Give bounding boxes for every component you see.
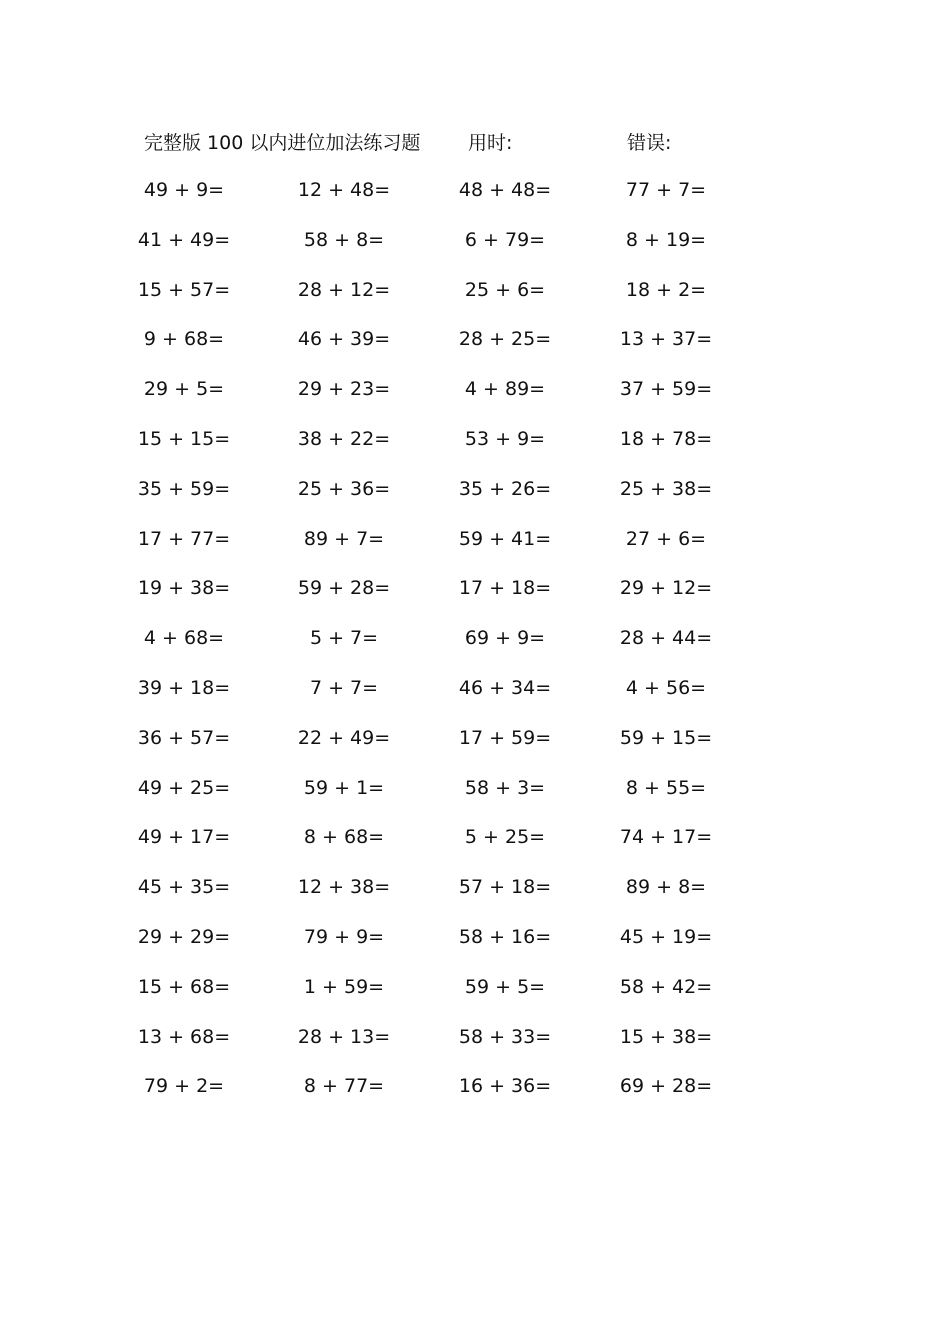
addition-problem: 58 + 16=	[458, 925, 552, 948]
addition-problem: 58 + 3=	[464, 776, 546, 799]
problem-row	[0, 923, 950, 973]
addition-problem: 46 + 39=	[297, 328, 391, 351]
problem-row	[0, 873, 950, 923]
addition-problem: 69 + 28=	[619, 1075, 713, 1098]
addition-problem: 41 + 49=	[137, 228, 231, 251]
problem-row	[0, 525, 950, 575]
problem-row	[0, 674, 950, 724]
addition-problem: 1 + 59=	[303, 975, 385, 998]
addition-problem: 8 + 68=	[303, 826, 385, 849]
addition-problem: 69 + 9=	[464, 627, 546, 650]
addition-problem: 29 + 29=	[137, 925, 231, 948]
addition-problem: 8 + 55=	[625, 776, 707, 799]
addition-problem: 39 + 18=	[137, 676, 231, 699]
addition-problem: 49 + 9=	[143, 179, 225, 201]
problem-row	[0, 276, 950, 326]
addition-problem: 53 + 9=	[464, 427, 546, 450]
addition-problem: 59 + 41=	[458, 527, 552, 550]
addition-problem: 45 + 19=	[619, 925, 713, 948]
addition-problem: 15 + 57=	[137, 278, 231, 301]
problem-row	[0, 475, 950, 525]
addition-problem: 48 + 48=	[458, 179, 552, 201]
addition-problem: 74 + 17=	[619, 826, 713, 849]
addition-problem: 59 + 28=	[297, 577, 391, 600]
addition-problem: 59 + 15=	[619, 726, 713, 749]
problem-row	[0, 973, 950, 1023]
errors-label: 错误:	[627, 132, 672, 154]
addition-problem: 22 + 49=	[297, 726, 391, 749]
addition-problem: 89 + 8=	[625, 876, 707, 899]
problem-row	[0, 1072, 950, 1122]
addition-problem: 25 + 36=	[297, 477, 391, 500]
addition-problem: 49 + 25=	[137, 776, 231, 799]
problem-row	[0, 574, 950, 624]
addition-problem: 38 + 22=	[297, 427, 391, 450]
addition-problem: 79 + 9=	[303, 925, 385, 948]
addition-problem: 77 + 7=	[625, 179, 707, 201]
addition-problem: 17 + 59=	[458, 726, 552, 749]
addition-problem: 35 + 26=	[458, 477, 552, 500]
problem-row	[0, 425, 950, 475]
problem-row	[0, 375, 950, 425]
problem-row	[0, 624, 950, 674]
addition-problem: 29 + 23=	[297, 378, 391, 401]
addition-problem: 4 + 68=	[143, 627, 225, 650]
addition-problem: 59 + 1=	[303, 776, 385, 799]
addition-problem: 5 + 25=	[464, 826, 546, 849]
addition-problem: 7 + 7=	[309, 676, 379, 699]
addition-problem: 58 + 33=	[458, 1025, 552, 1048]
addition-problem: 18 + 78=	[619, 427, 713, 450]
problem-row	[0, 724, 950, 774]
addition-problem: 45 + 35=	[137, 876, 231, 899]
problem-row	[0, 1023, 950, 1073]
addition-problem: 6 + 79=	[464, 228, 546, 251]
worksheet-header	[0, 128, 950, 158]
addition-problem: 15 + 38=	[619, 1025, 713, 1048]
addition-problem: 15 + 68=	[137, 975, 231, 998]
addition-problem: 58 + 42=	[619, 975, 713, 998]
addition-problem: 27 + 6=	[625, 527, 707, 550]
addition-problem: 19 + 38=	[137, 577, 231, 600]
addition-problem: 59 + 5=	[464, 975, 546, 998]
addition-problem: 12 + 48=	[297, 179, 391, 201]
time-used-label: 用时:	[468, 132, 513, 154]
addition-problem: 5 + 7=	[309, 627, 379, 650]
addition-problem: 29 + 12=	[619, 577, 713, 600]
worksheet-title: 完整版 100 以内进位加法练习题	[144, 132, 421, 154]
addition-problem: 12 + 38=	[297, 876, 391, 899]
addition-problem: 16 + 36=	[458, 1075, 552, 1098]
addition-problem: 13 + 68=	[137, 1025, 231, 1048]
addition-problem: 28 + 44=	[619, 627, 713, 650]
addition-problem: 25 + 6=	[464, 278, 546, 301]
problem-grid	[0, 176, 950, 1122]
addition-problem: 58 + 8=	[303, 228, 385, 251]
problem-row	[0, 226, 950, 276]
addition-problem: 89 + 7=	[303, 527, 385, 550]
addition-problem: 37 + 59=	[619, 378, 713, 401]
addition-problem: 46 + 34=	[458, 676, 552, 699]
addition-problem: 28 + 13=	[297, 1025, 391, 1048]
addition-problem: 4 + 89=	[464, 378, 546, 401]
addition-problem: 4 + 56=	[625, 676, 707, 699]
addition-problem: 15 + 15=	[137, 427, 231, 450]
addition-problem: 8 + 19=	[625, 228, 707, 251]
addition-problem: 17 + 77=	[137, 527, 231, 550]
addition-problem: 9 + 68=	[143, 328, 225, 351]
addition-problem: 28 + 25=	[458, 328, 552, 351]
addition-problem: 36 + 57=	[137, 726, 231, 749]
addition-problem: 29 + 5=	[143, 378, 225, 401]
addition-problem: 18 + 2=	[625, 278, 707, 301]
addition-problem: 17 + 18=	[458, 577, 552, 600]
addition-problem: 25 + 38=	[619, 477, 713, 500]
problem-row	[0, 823, 950, 873]
addition-problem: 8 + 77=	[303, 1075, 385, 1098]
addition-problem: 28 + 12=	[297, 278, 391, 301]
problem-row	[0, 774, 950, 824]
problem-row	[0, 325, 950, 375]
addition-problem: 13 + 37=	[619, 328, 713, 351]
addition-problem: 35 + 59=	[137, 477, 231, 500]
addition-problem: 49 + 17=	[137, 826, 231, 849]
problem-row	[0, 176, 950, 226]
addition-problem: 79 + 2=	[143, 1075, 225, 1098]
addition-problem: 57 + 18=	[458, 876, 552, 899]
